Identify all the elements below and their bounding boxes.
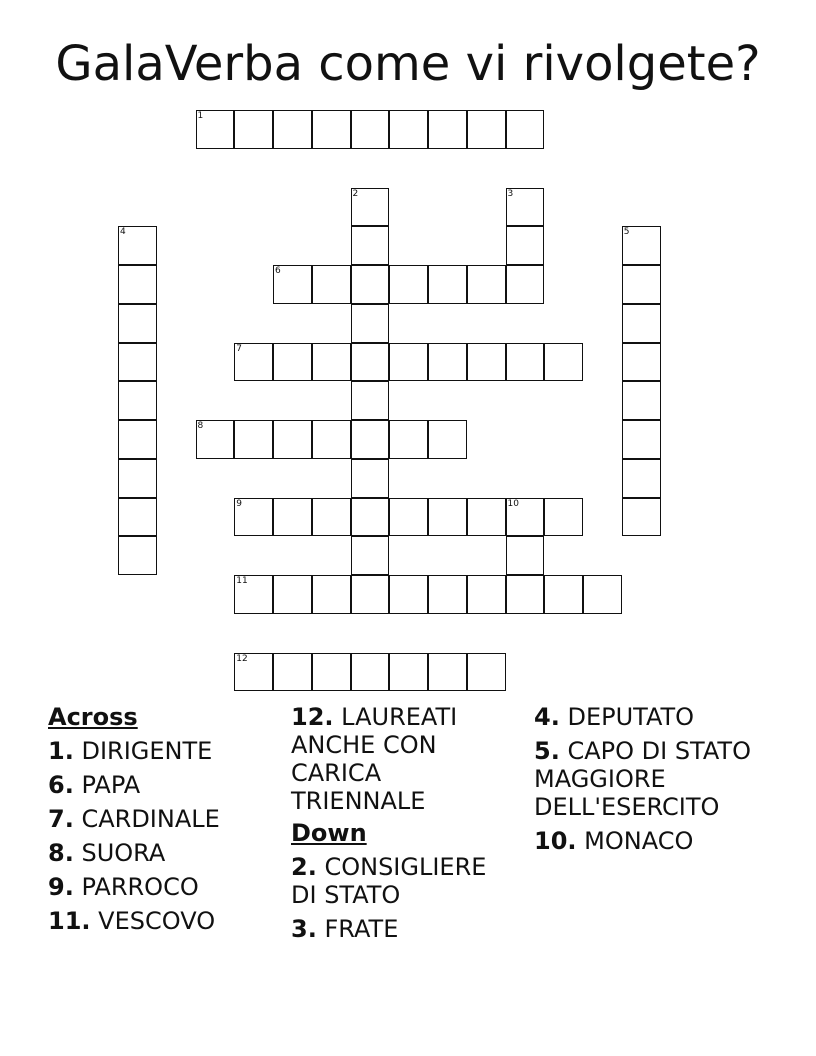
crossword-cell[interactable] [544, 498, 583, 537]
clue-number-label: 6. [48, 771, 74, 799]
clue-text: CONSIGLIERE DI STATO [291, 853, 487, 909]
crossword-cell[interactable] [118, 420, 157, 459]
clue-number: 5 [623, 227, 630, 238]
clue-number-label: 4. [534, 703, 560, 731]
clue-number: 4 [120, 227, 126, 238]
crossword-cell[interactable] [467, 498, 506, 537]
clue-item [291, 915, 513, 943]
clue-text: FRATE [324, 915, 399, 943]
down-clue-list [291, 853, 513, 943]
clues-column-2 [291, 703, 513, 949]
crossword-cell[interactable] [196, 110, 235, 149]
crossword-cell[interactable] [273, 498, 312, 537]
clue-number-label: 8. [48, 839, 74, 867]
crossword-cell[interactable] [506, 575, 545, 614]
crossword-cell[interactable] [118, 343, 157, 382]
crossword-cell[interactable] [622, 265, 661, 304]
crossword-cell[interactable] [389, 575, 428, 614]
crossword-cell[interactable] [351, 304, 390, 343]
crossword-cell[interactable] [273, 343, 312, 382]
clue-text: DEPUTATO [567, 703, 695, 731]
crossword-cell[interactable] [467, 265, 506, 304]
crossword-cell[interactable] [351, 498, 390, 537]
crossword-cell[interactable] [506, 498, 545, 537]
crossword-cell[interactable] [312, 420, 351, 459]
crossword-cell[interactable] [622, 381, 661, 420]
crossword-cell[interactable] [312, 343, 351, 382]
clue-number: 9 [236, 498, 242, 509]
across-clue-list-continued [291, 703, 513, 815]
crossword-cell[interactable] [351, 381, 390, 420]
crossword-cell[interactable] [273, 575, 312, 614]
clue-item [291, 703, 513, 815]
crossword-cell[interactable] [118, 381, 157, 420]
clue-text: DIRIGENTE [81, 737, 213, 765]
crossword-cell[interactable] [583, 575, 622, 614]
clue-item [48, 839, 268, 867]
clues-column-3 [534, 703, 774, 861]
crossword-cell[interactable] [622, 343, 661, 382]
page-title: GalaVerba come vi rivolgete? [55, 36, 761, 92]
crossword-cell[interactable] [428, 265, 467, 304]
clue-number: 7 [236, 343, 242, 354]
crossword-cell[interactable] [351, 653, 390, 692]
clue-number-label: 7. [48, 805, 74, 833]
clue-number: 11 [236, 576, 248, 586]
crossword-cell[interactable] [273, 110, 312, 149]
clue-number-label: 5. [534, 737, 560, 765]
clue-item [291, 853, 513, 909]
clue-text: MONACO [584, 827, 694, 855]
clue-item [48, 771, 268, 799]
crossword-cell[interactable] [351, 188, 390, 227]
clue-text: SUORA [81, 839, 166, 867]
crossword-cell[interactable] [428, 110, 467, 149]
clue-text: PARROCO [81, 873, 199, 901]
clue-text: VESCOVO [98, 907, 216, 935]
crossword-cell[interactable] [312, 265, 351, 304]
clue-number: 1 [197, 111, 204, 121]
crossword-cell[interactable] [389, 653, 428, 692]
crossword-cell[interactable] [351, 536, 390, 575]
crossword-cell[interactable] [273, 420, 312, 459]
crossword-cell[interactable] [234, 343, 273, 382]
crossword-cell[interactable] [622, 420, 661, 459]
clue-number: 3 [507, 188, 514, 199]
crossword-cell[interactable] [544, 575, 583, 614]
crossword-cell[interactable] [622, 459, 661, 498]
clue-number-label: 2. [291, 853, 317, 881]
crossword-cell[interactable] [118, 459, 157, 498]
crossword-cell[interactable] [351, 343, 390, 382]
crossword-cell[interactable] [389, 265, 428, 304]
clue-text: LAUREATI ANCHE CON CARICA TRIENNALE [291, 703, 458, 815]
crossword-cell[interactable] [351, 110, 390, 149]
down-clue-list-continued [534, 703, 774, 855]
crossword-cell[interactable] [506, 110, 545, 149]
clue-item [48, 737, 268, 765]
crossword-cell[interactable] [351, 420, 390, 459]
clue-number: 8 [197, 421, 204, 431]
crossword-cell[interactable] [506, 188, 545, 227]
crossword-cell[interactable] [118, 498, 157, 537]
crossword-cell[interactable] [234, 653, 273, 692]
crossword-cell[interactable] [234, 420, 273, 459]
clue-text: CAPO DI STATO MAGGIORE DELL'ESERCITO [534, 737, 751, 821]
crossword-cell[interactable] [118, 265, 157, 304]
crossword-cell[interactable] [312, 110, 351, 149]
clue-item [534, 737, 774, 821]
crossword-cell[interactable] [312, 653, 351, 692]
crossword-cell[interactable] [196, 420, 235, 459]
crossword-cell[interactable] [118, 226, 157, 265]
crossword-cell[interactable] [428, 498, 467, 537]
crossword-cell[interactable] [467, 110, 506, 149]
clue-number-label: 10. [534, 827, 577, 855]
crossword-cell[interactable] [118, 304, 157, 343]
clues-column-1 [48, 703, 268, 941]
crossword-cell[interactable] [506, 226, 545, 265]
clue-item [48, 907, 268, 935]
crossword-cell[interactable] [312, 498, 351, 537]
clue-item [534, 703, 774, 731]
crossword-cell[interactable] [118, 536, 157, 575]
clue-number-label: 11. [48, 907, 91, 935]
crossword-cell[interactable] [467, 575, 506, 614]
crossword-cell[interactable] [428, 343, 467, 382]
clue-number: 6 [275, 266, 281, 276]
crossword-cell[interactable] [234, 498, 273, 537]
crossword-cell[interactable] [544, 343, 583, 382]
crossword-cell[interactable] [389, 343, 428, 382]
crossword-cell[interactable] [389, 110, 428, 149]
crossword-cell[interactable] [428, 575, 467, 614]
clue-number: 2 [352, 188, 359, 199]
clue-text: PAPA [81, 771, 141, 799]
crossword-cell[interactable] [622, 304, 661, 343]
crossword-cell[interactable] [622, 498, 661, 537]
crossword-cell[interactable] [389, 498, 428, 537]
crossword-cell[interactable] [428, 653, 467, 692]
crossword-cell[interactable] [467, 343, 506, 382]
clue-item [48, 873, 268, 901]
crossword-cell[interactable] [428, 420, 467, 459]
crossword-cell[interactable] [234, 575, 273, 614]
crossword-cell[interactable] [234, 110, 273, 149]
crossword-cell[interactable] [506, 343, 545, 382]
clue-text: CARDINALE [81, 805, 220, 833]
crossword-cell[interactable] [506, 536, 545, 575]
clue-number-label: 1. [48, 737, 74, 765]
crossword-cell[interactable] [506, 265, 545, 304]
crossword-cell[interactable] [389, 420, 428, 459]
crossword-cell[interactable] [273, 265, 312, 304]
clue-item [48, 805, 268, 833]
down-heading: Down [291, 819, 367, 847]
crossword-cell[interactable] [351, 226, 390, 265]
clue-number-label: 9. [48, 873, 74, 901]
across-heading: Across [48, 703, 138, 731]
clue-number: 12 [236, 653, 248, 664]
crossword-cell[interactable] [351, 575, 390, 614]
across-clue-list [48, 737, 268, 935]
crossword-cell[interactable] [273, 653, 312, 692]
clue-item [534, 827, 774, 855]
clue-number-label: 12. [291, 703, 334, 731]
crossword-cell[interactable] [312, 575, 351, 614]
crossword-cell[interactable] [351, 265, 390, 304]
crossword-cell[interactable] [351, 459, 390, 498]
crossword-cell[interactable] [467, 653, 506, 692]
crossword-cell[interactable] [622, 226, 661, 265]
clue-number: 10 [507, 498, 519, 509]
clue-number-label: 3. [291, 915, 317, 943]
